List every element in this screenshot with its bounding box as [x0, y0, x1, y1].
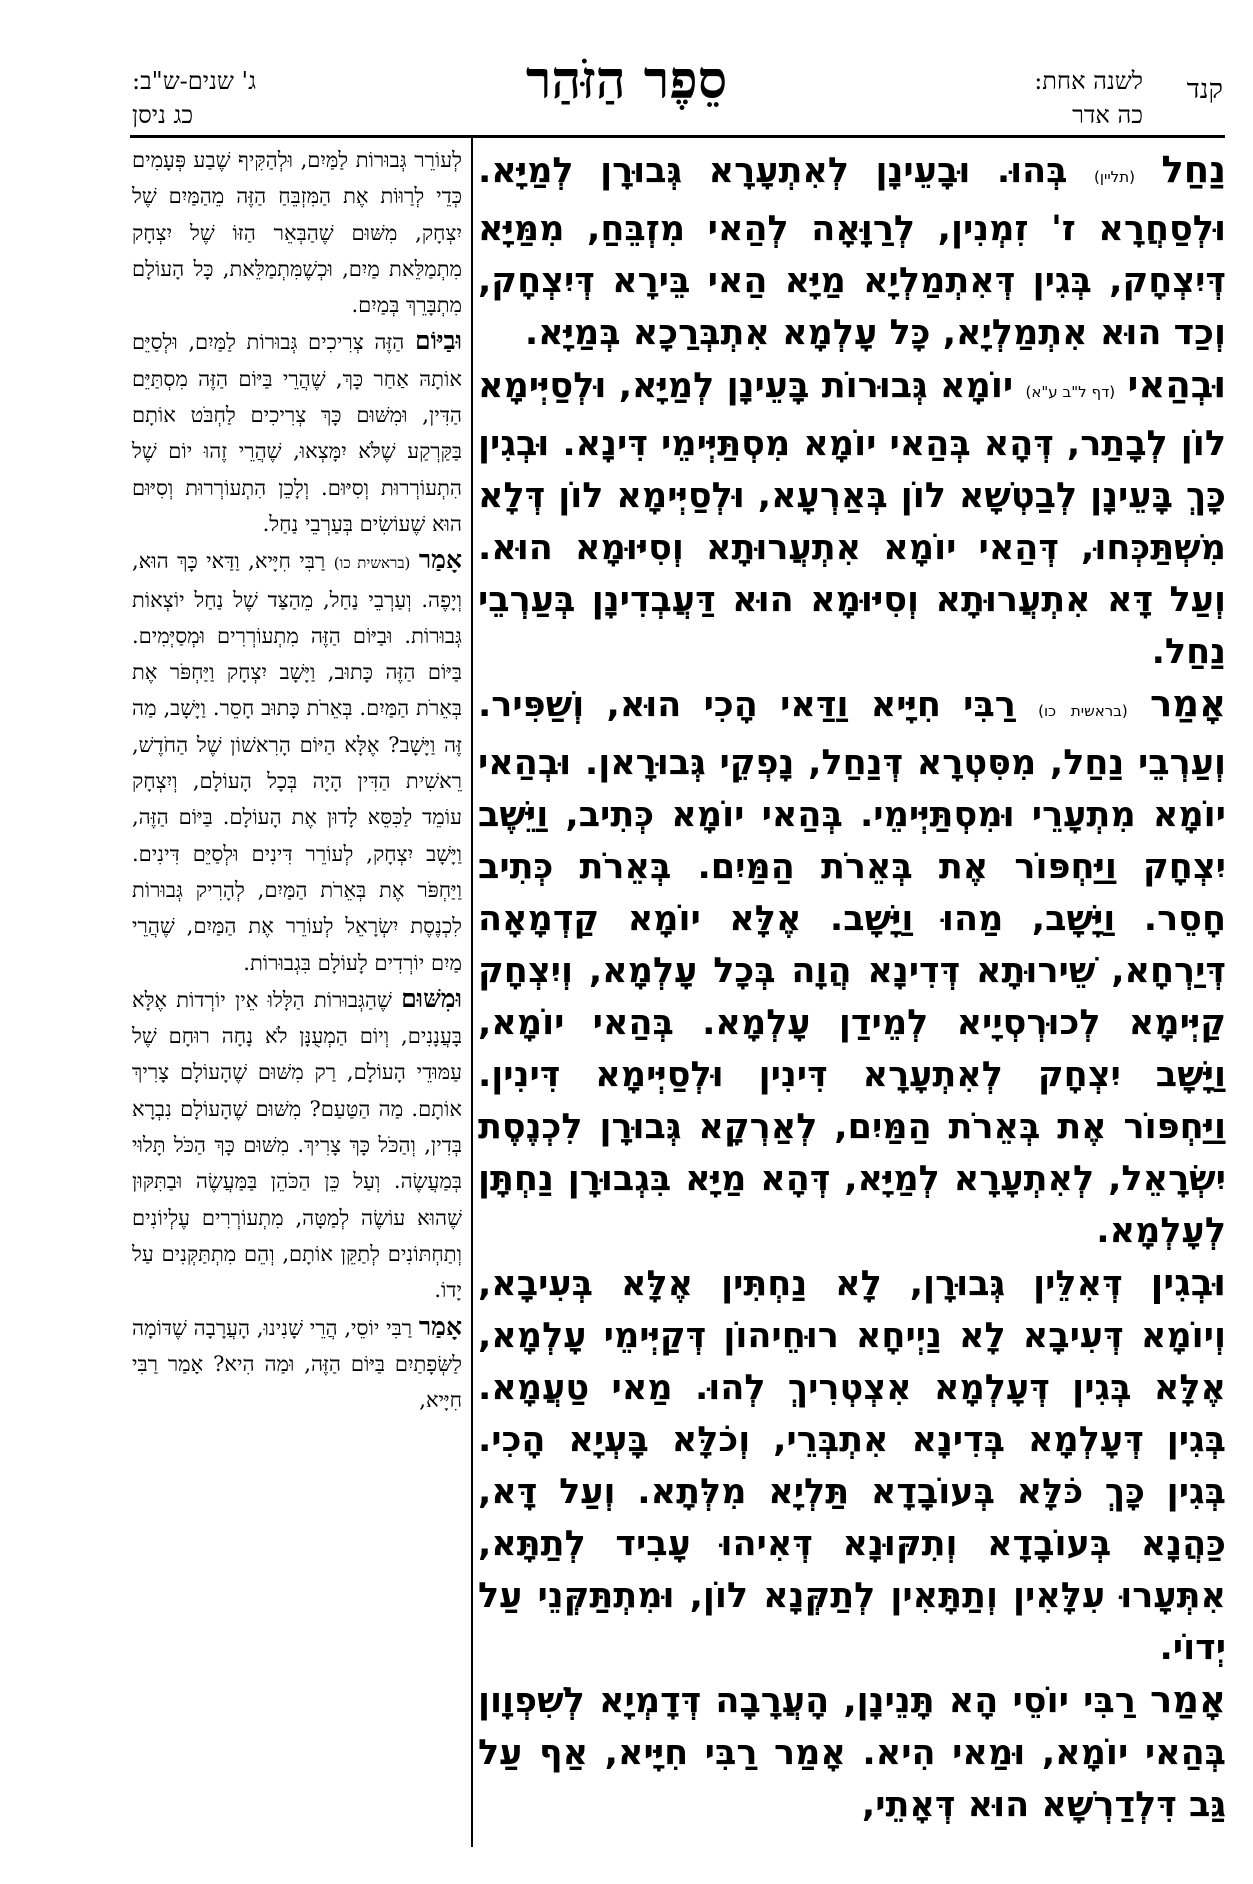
main-paragraph	[478, 359, 1226, 678]
one-year-label: לשנה אחת:	[1034, 67, 1143, 95]
side-paragraph	[132, 323, 462, 542]
page-header	[0, 0, 1253, 129]
source-reference: (בראשית כו)	[333, 554, 411, 573]
source-reference: (דף ל"ב ע"א)	[1025, 383, 1116, 401]
main-paragraph	[478, 144, 1226, 359]
main-paragraph	[478, 1257, 1226, 1674]
paragraph-opener: וּבְהַאי	[1127, 363, 1227, 406]
source-reference: (בראשית כו)	[1038, 702, 1128, 720]
main-paragraph	[478, 678, 1226, 1257]
one-year-date: כה אדר	[1072, 101, 1143, 129]
side-paragraph	[132, 981, 462, 1309]
three-year-label: ג' שנים-ש"ב:	[132, 67, 257, 95]
paragraph-text: הַזֶּה צְרִיכִים גְּבוּרוֹת לַמַּיִם, וּלְסַיֵּם אוֹתָהּ אַחַר כָּךְ, שֶׁהֲרֵי בַּיּוֹם הַזֶּה מִסְתַּיֵּם הַדִּין, וּמִשּׁוּם כָּךְ צְרִיכִים לַחְבֹּט אוֹתָם בַּקַּרְקַע שֶׁלֹּא יִמָּצְאוּ, שֶׁהֲרֵי זֶהוּ יוֹם שֶׁל הִתְעוֹרְרוּת וְסִיּוּם. וְלָכֵן הִתְעוֹרְרוּת וְסִיּוּם הוּא שֶׁעוֹשִׂים בְּעַרְבֵי נַחַל.	[132, 330, 462, 536]
side-paragraph	[132, 142, 462, 323]
paragraph-opener: אָמַר	[1150, 1678, 1226, 1721]
paragraph-text: רַבִּי יוֹסֵי, הֲרֵי שָׁנִינוּ, הָעֲרָבָה שֶׁדּוֹמָה לַשְּׂפָתַיִם בַּיּוֹם הַזֶּה, וּמַה הִיא? אָמַר רַבִּי חִיָּיא,	[132, 1315, 462, 1413]
hebrew-translation-column	[132, 142, 462, 1418]
paragraph-text: שֶׁהַגְּבוּרוֹת הַלָּלוּ אֵין יוֹרְדוֹת אֶלָּא בָּעֲנָנִים, וְיוֹם הַמְעֻנָּן לֹא נָחָה רוּחָם שֶׁל עַמּוּדֵי הָעוֹלָם, רַק מִשּׁוּם שֶׁהָעוֹלָם צָרִיךְ אוֹתָם. מַה הַטַּעַם? מִשּׁוּם שֶׁהָעוֹלָם נִבְרָא בְּדִין, וְהַכֹּל כָּךְ צָרִיךְ. מִשּׁוּם כָּךְ הַכֹּל תָּלוּי בְּמַעֲשֶׂה. וְעַל כֵּן הַכֹּהֵן בַּמַּעֲשֶׂה וּבַתִּקּוּן שֶׁהוּא עוֹשֶׂה לְמַטָּה, מִתְעוֹרְרִים עֶלְיוֹנִים וְתַחְתּוֹנִים לְתַקֵּן אוֹתָם, וְהֵם מִתְתַּקְּנִים עַל יָדוֹ.	[132, 987, 462, 1303]
source-reference: (תליין)	[1094, 168, 1135, 186]
column-divider	[471, 137, 473, 1847]
paragraph-opener: וּמִשּׁוּם	[401, 983, 462, 1013]
aramaic-main-column	[478, 144, 1226, 1831]
three-year-date: כג ניסן	[132, 101, 194, 129]
side-paragraph	[132, 1309, 462, 1419]
header-rule	[130, 135, 1225, 138]
paragraph-text: רַבִּי חִיָּיא, וַדַּאי כָּךְ הוּא, וְיָפֶה. וְעַרְבֵי נַחַל, מֵהַצַּד שֶׁל נַחַל יוֹצְאוֹת גְּבוּרוֹת. וּבַיּוֹם הַזֶּה מִתְעוֹרְרִים וּמְסַיְּמִים. בַּיּוֹם הַזֶּה כָּתוּב, וַיָּשָׁב יִצְחָק וַיַּחְפֹּר אֶת בְּאֵרֹת הַמַּיִם. בְּאֵרֹת כָּתוּב חָסֵר. וַיָּשָׁב, מַה זֶּה וַיָּשָׁב? אֶלָּא הַיּוֹם הָרִאשׁוֹן שֶׁל הַחֹדֶשׁ, רֵאשִׁית הַדִּין הָיָה בְּכָל הָעוֹלָם, וְיִצְחָק עוֹמֵד לַכִּסֵּא לָדוּן אֶת הָעוֹלָם. בַּיּוֹם הַזֶּה, וַיָּשָׁב יִצְחָק, לְעוֹרֵר דִּינִים וּלְסַיֵּם דִּינִים. וַיַּחְפֹּר אֶת בְּאֵרֹת הַמַּיִם, לְהָרִיק גְּבוּרוֹת לִכְנֶסֶת יִשְׂרָאֵל לְעוֹרֵר אֶת הַמַּיִם, שֶׁהֲרֵי מַיִם יוֹרְדִים לָעוֹלָם בִּגְבוּרוֹת.	[132, 549, 462, 975]
paragraph-text: בְּהוּ. וּבָעֵינָן לְאִתְעָרָא גְּבוּרָן לְמַיָּא. וּלְסַחֲרָא ז' זִמְנִין, לְרַוָּאָה לְהַאי מִזְבֵּחַ, מִמַּיָּא דְּיִצְחָק, בְּגִין דְּאִתְמַלְיָא מַיָּא הַאי בֵּירָא דְּיִצְחָק, וְכַד הוּא אִתְמַלְיָא, כָּל עָלְמָא אִתְבְּרַכָא בְּמַיָּא.	[478, 151, 1226, 353]
paragraph-opener: וּבְגִין	[1150, 1261, 1226, 1304]
paragraph-opener: אָמַר	[418, 545, 462, 575]
paragraph-opener: נַחַל	[1161, 148, 1226, 191]
side-paragraph	[132, 542, 462, 981]
paragraph-text: רַבִּי חִיָּיא וַדַּאי הָכִי הוּא, וְשַׁפִּיר. וְעַרְבֵי נַחַל, מִסִּטְרָא דְּנַחַל, נָפְקֵי גְּבוּרָאן. וּבְהַאי יוֹמָא מִתְעָרֵי וּמִסְתַּיְּימֵי. בְּהַאי יוֹמָא כְּתִיב, וַיֵּשֶׁב יִצְחָק וַיַּחְפּוֹר אֶת בְּאֵרֹת הַמַּיִם. בְּאֵרֹת כְּתִיב חָסֵר. וַיָּשָׁב, מַהוּ וַיָּשָׁב. אֶלָּא יוֹמָא קַדְמָאָה דְּיַרְחָא, שֵׁירוּתָא דְּדִינָא הֲוָה בְּכָל עָלְמָא, וְיִצְחָק קַיְּימָא לְכוּרְסְיָיא לְמֵידַן עָלְמָא. בְּהַאי יוֹמָא, וַיָּשָׁב יִצְחָק לְאִתְעָרָא דִּינִין וּלְסַיְּימָא דִּינִין. וַיַּחְפּוֹר אֶת בְּאֵרֹת הַמַּיִם, לְאַרְקָא גְּבוּרָן לִכְנֶסֶת יִשְׂרָאֵל, לְאִתְעָרָא לְמַיָּא, דְּהָא מַיָּא בִּגְבוּרָן נַחְתָּן לְעָלְמָא.	[478, 685, 1226, 1251]
three-year-schedule	[132, 64, 256, 132]
paragraph-text: יוֹמָא גְּבוּרוֹת בָּעֵינָן לְמַיָּא, וּלְסַיְּימָא לוֹן לְבָתַר, דְּהָא בְּהַאי יוֹמָא מִסְתַּיְּימֵי דִּינָא. וּבְגִין כָּךְ בָּעֵינָן לְבַטְשָׁא לוֹן בְּאַרְעָא, וּלְסַיְּימָא לוֹן דְּלָא מִשְׁתַּכְּחוּ, דְּהַאי יוֹמָא אִתְעֲרוּתָא וְסִיּוּמָא הוּא. וְעַל דָּא אִתְעֲרוּתָא וְסִיּוּמָא הוּא דַּעֲבְדִינָן בְּעַרְבֵי נַחַל.	[478, 366, 1226, 672]
paragraph-text: דְּאִלֵּין גְּבוּרָן, לָא נַחְתִּין אֶלָּא בְּעִיבָא, וְיוֹמָא דְּעִיבָא לָא נַיְיחָא רוּחֵיהוֹן דְּקַיְּימֵי עָלְמָא, אֶלָּא בְּגִין דְּעָלְמָא אִצְטְרִיךְ לְהוּ. מַאי טַעֲמָא. בְּגִין דְּעָלְמָא בְּדִינָא אִתְבְּרֵי, וְכֹלָּא בָּעְיָא הָכִי. בְּגִין כָּךְ כֹּלָּא בְּעוֹבָדָא תַּלְיָא מִלְּתָא. וְעַל דָּא, כַּהֲנָא בְּעוֹבָדָא וְתִקּוּנָא דְּאִיהוּ עָבִיד לְתַתָּא, אִתְּעָרוּ עִלָּאִין וְתַתָּאִין לְתַקְּנָא לוֹן, וּמִתְתַּקְּנֵי עַל יְדוֹי.	[478, 1264, 1226, 1668]
paragraph-text: רַבִּי יוֹסֵי הָא תָּנֵינָן, הָעֲרָבָה דְּדָמְיָא לְשִׁפְוָון בְּהַאי יוֹמָא, וּמַאי הִיא. אָמַר רַבִּי חִיָּיא, אַף עַל גַּב דִּלְדַרְשָׁא הוּא דְּאָתֵי,	[478, 1681, 1226, 1825]
main-paragraph	[478, 1674, 1226, 1831]
page-number: קנד	[1186, 74, 1223, 105]
paragraph-opener: וּבַיּוֹם	[414, 326, 462, 356]
paragraph-opener: אָמַר	[1150, 682, 1227, 725]
paragraph-opener: אָמַר	[418, 1311, 462, 1341]
book-title: סֵפֶר הַזֹּהַר	[525, 50, 728, 111]
paragraph-text: לְעוֹרֵר גְּבוּרוֹת לַמַּיִם, וּלְהַקִּיף שֶׁבַע פְּעָמִים כְּדֵי לְרַוּוֹת אֶת הַמִּזְבֵּחַ הַזֶּה מֵהַמַּיִם שֶׁל יִצְחָק, מִשּׁוּם שֶׁהַבְּאֵר הַזּוֹ שֶׁל יִצְחָק מִתְמַלֵּאת מַיִם, וּכְשֶׁמִּתְמַלֵּאת, כָּל הָעוֹלָם מִתְבָּרֵךְ בְּמַיִם.	[132, 148, 462, 318]
